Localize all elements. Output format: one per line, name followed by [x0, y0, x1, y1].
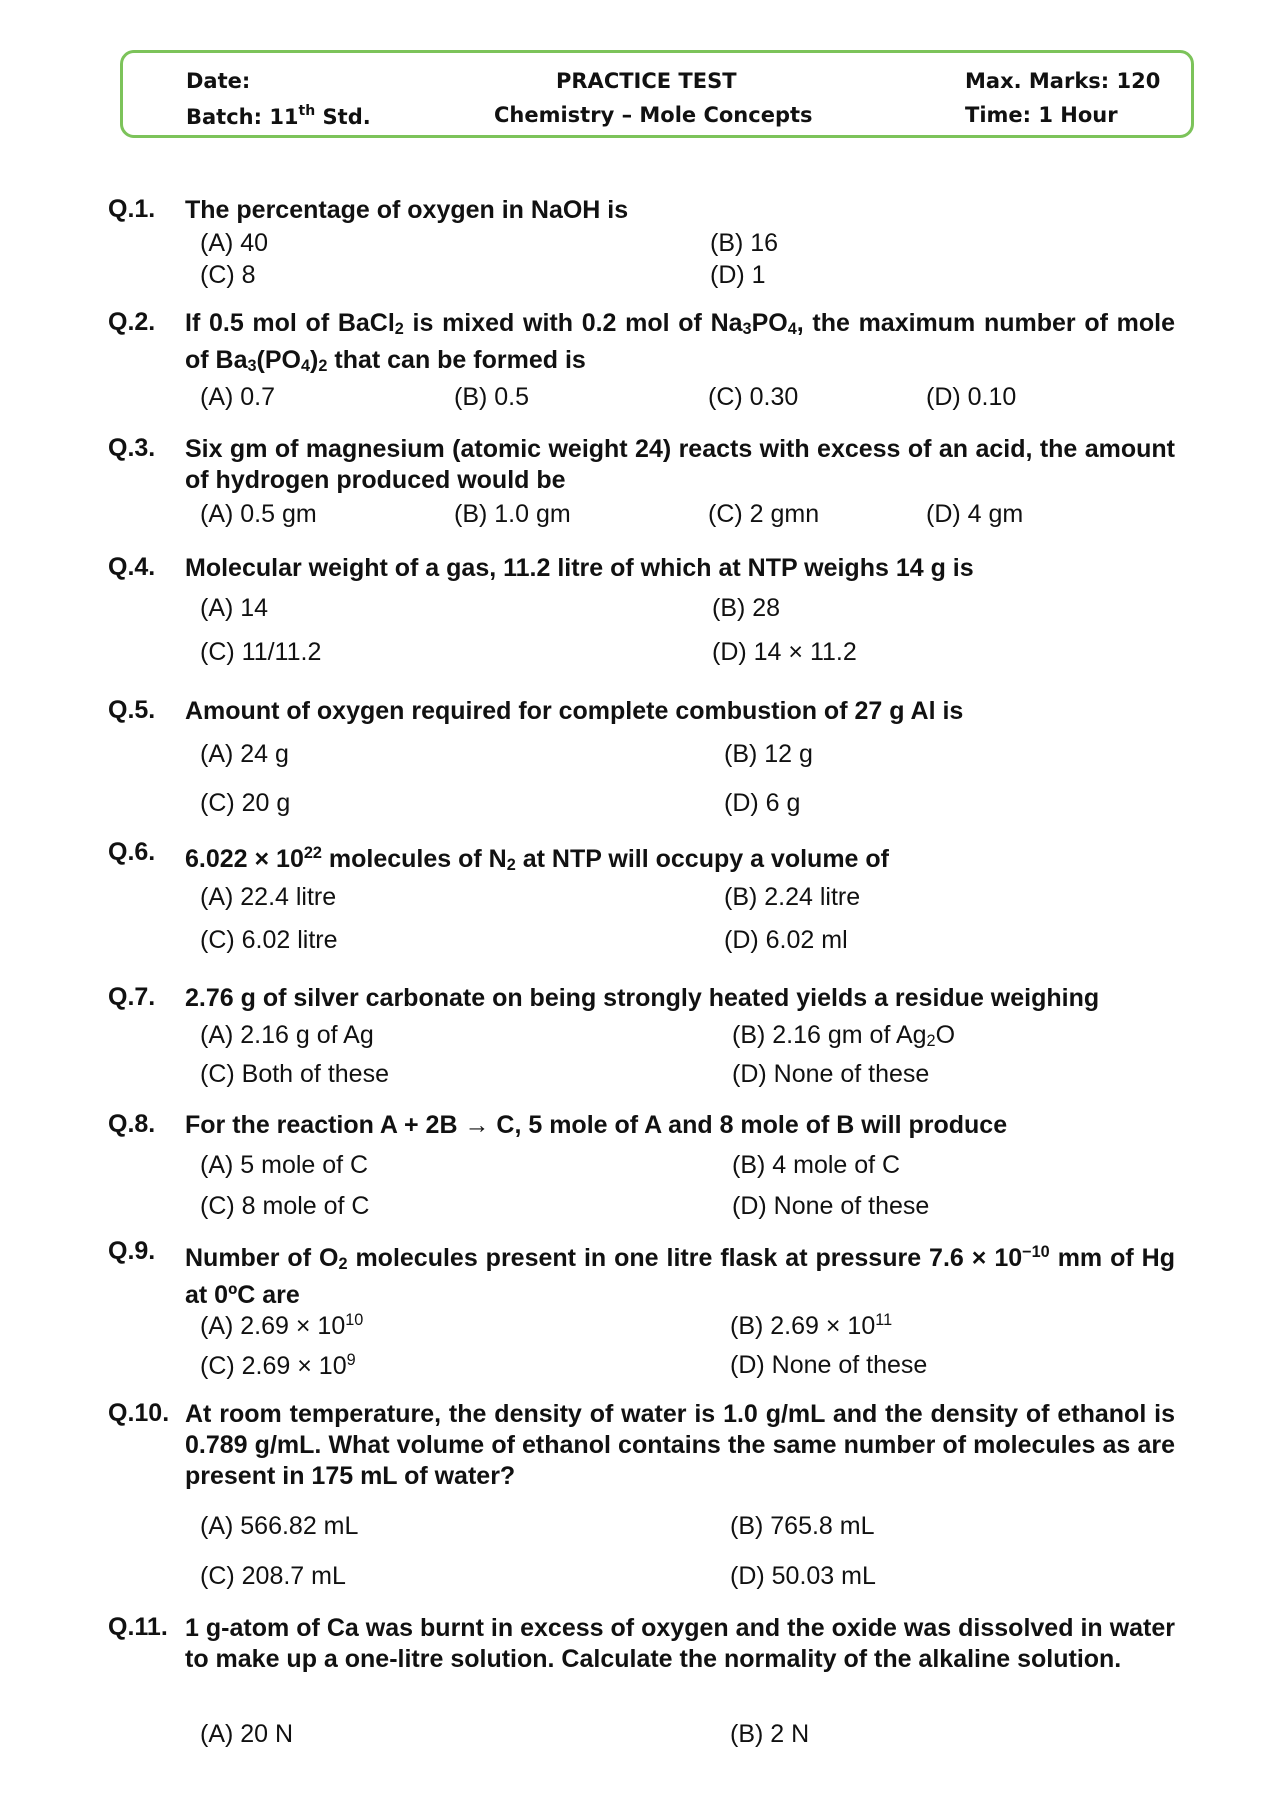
option-b[interactable]: (B) 2.16 gm of $Ag_2O$	[732, 1021, 956, 1050]
option-d[interactable]: (D) None of these	[732, 1060, 930, 1088]
option-a[interactable]: (A) 0.5 gm	[200, 500, 317, 528]
question-text: 1 g-atom of Ca was burnt in excess of oxygen and the oxide was dissolved in water to make up a one-litre solution. Calculate the normality of the alkaline solution.	[185, 1614, 1175, 1673]
question-number: Q.10.	[108, 1399, 170, 1427]
question-number: Q.7.	[108, 983, 156, 1011]
option-d[interactable]: (D) 0.10	[926, 383, 1017, 411]
option-b[interactable]: (B) $2.69 \times 10^{11}$	[730, 1311, 893, 1340]
question-number: Q.3.	[108, 434, 156, 462]
subject-title: Chemistry – Mole Concepts	[494, 103, 813, 127]
question-text: Amount of oxygen required for complete combustion of 27 g Al is	[185, 697, 964, 725]
option-d[interactable]: (D) 6.02 ml	[724, 926, 848, 954]
option-d[interactable]: (D) 50.03 mL	[730, 1562, 876, 1590]
option-a[interactable]: (A) 40	[200, 229, 269, 257]
option-a[interactable]: (A) 22.4 litre	[200, 883, 337, 911]
question-number: Q.5.	[108, 696, 156, 724]
option-b[interactable]: (B) 28	[712, 594, 781, 622]
question-text: For the reaction A + 2B → C, 5 mole of A and 8 mole of B will produce	[185, 1111, 1008, 1139]
question-text: Number of $O_2$ molecules present in one litre flask at pressure $7.6 \times 10^{-10}$ mm of Hg at 0ºC are	[185, 1243, 1175, 1309]
question-text: At room temperature, the density of water is 1.0 g/mL and the density of ethanol is 0.789 g/mL. What volume of ethanol contains the same number of molecules as are present in 175 mL of water?	[185, 1400, 1175, 1490]
option-b[interactable]: (B) 12 g	[724, 740, 813, 768]
option-d[interactable]: (D) 1	[710, 261, 766, 289]
option-a[interactable]: (A) 0.7	[200, 383, 276, 411]
option-d[interactable]: (D) 4 gm	[926, 500, 1024, 528]
question-text: Six gm of magnesium (atomic weight 24) reacts with excess of an acid, the amount of hydrogen produced would be	[185, 435, 1175, 494]
test-title: PRACTICE TEST	[556, 69, 737, 93]
time-limit: Time: 1 Hour	[965, 103, 1118, 127]
option-a[interactable]: (A) 24 g	[200, 740, 289, 768]
option-b[interactable]: (B) 4 mole of C	[732, 1151, 901, 1179]
option-c[interactable]: (C) 2 gmn	[708, 500, 820, 528]
option-c[interactable]: (C) $2.69 \times 10^9$	[200, 1351, 356, 1380]
question-text: $6.022 \times 10^{22}$ molecules of $N_2$ at NTP will occupy a volume of	[185, 844, 889, 874]
batch-label: Batch: 11th Std.	[186, 103, 371, 129]
question-text: 2.76 g of silver carbonate on being strongly heated yields a residue weighing	[185, 984, 1100, 1012]
option-c[interactable]: (C) 6.02 litre	[200, 926, 338, 954]
option-d[interactable]: (D) 14 × 11.2	[712, 638, 857, 666]
question-number: Q.8.	[108, 1110, 156, 1138]
option-b[interactable]: (B) 16	[710, 229, 779, 257]
option-c[interactable]: (C) 8	[200, 261, 256, 289]
option-c[interactable]: (C) 11/11.2	[200, 638, 322, 666]
option-d[interactable]: (D) 6 g	[724, 789, 801, 817]
option-a[interactable]: (A) 20 N	[200, 1720, 294, 1748]
option-c[interactable]: (C) 8 mole of C	[200, 1192, 370, 1220]
question-number: Q.4.	[108, 553, 156, 581]
option-a[interactable]: (A) 14	[200, 594, 269, 622]
question-number: Q.1.	[108, 195, 156, 223]
option-c[interactable]: (C) 0.30	[708, 383, 799, 411]
option-c[interactable]: (C) 208.7 mL	[200, 1562, 346, 1590]
option-a[interactable]: (A) 566.82 mL	[200, 1512, 359, 1540]
question-number: Q.9.	[108, 1237, 156, 1265]
option-d[interactable]: (D) None of these	[730, 1351, 928, 1379]
question-number: Q.6.	[108, 838, 156, 866]
option-c[interactable]: (C) Both of these	[200, 1060, 389, 1088]
option-a[interactable]: (A) 2.16 g of Ag	[200, 1021, 374, 1049]
option-b[interactable]: (B) 765.8 mL	[730, 1512, 875, 1540]
question-text: The percentage of oxygen in NaOH is	[185, 196, 629, 224]
question-text: If 0.5 mol of BaCl$_2$ is mixed with 0.2 mol of $Na_3PO_4$, the maximum number of mole of $Ba_3(PO_4)_2$ that can be formed is	[185, 309, 1175, 375]
option-c[interactable]: (C) 20 g	[200, 789, 291, 817]
max-marks: Max. Marks: 120	[965, 69, 1161, 93]
question-number: Q.11.	[108, 1613, 168, 1641]
question-number: Q.2.	[108, 308, 156, 336]
option-d[interactable]: (D) None of these	[732, 1192, 930, 1220]
option-b[interactable]: (B) 1.0 gm	[454, 500, 571, 528]
option-a[interactable]: (A) 5 mole of C	[200, 1151, 369, 1179]
option-a[interactable]: (A) $2.69 \times 10^{10}$	[200, 1311, 364, 1340]
date-label: Date:	[186, 69, 251, 93]
question-text: Molecular weight of a gas, 11.2 litre of which at NTP weighs 14 g is	[185, 554, 974, 582]
test-header	[120, 50, 1194, 138]
option-b[interactable]: (B) 2.24 litre	[724, 883, 861, 911]
option-b[interactable]: (B) 2 N	[730, 1720, 810, 1748]
option-b[interactable]: (B) 0.5	[454, 383, 530, 411]
